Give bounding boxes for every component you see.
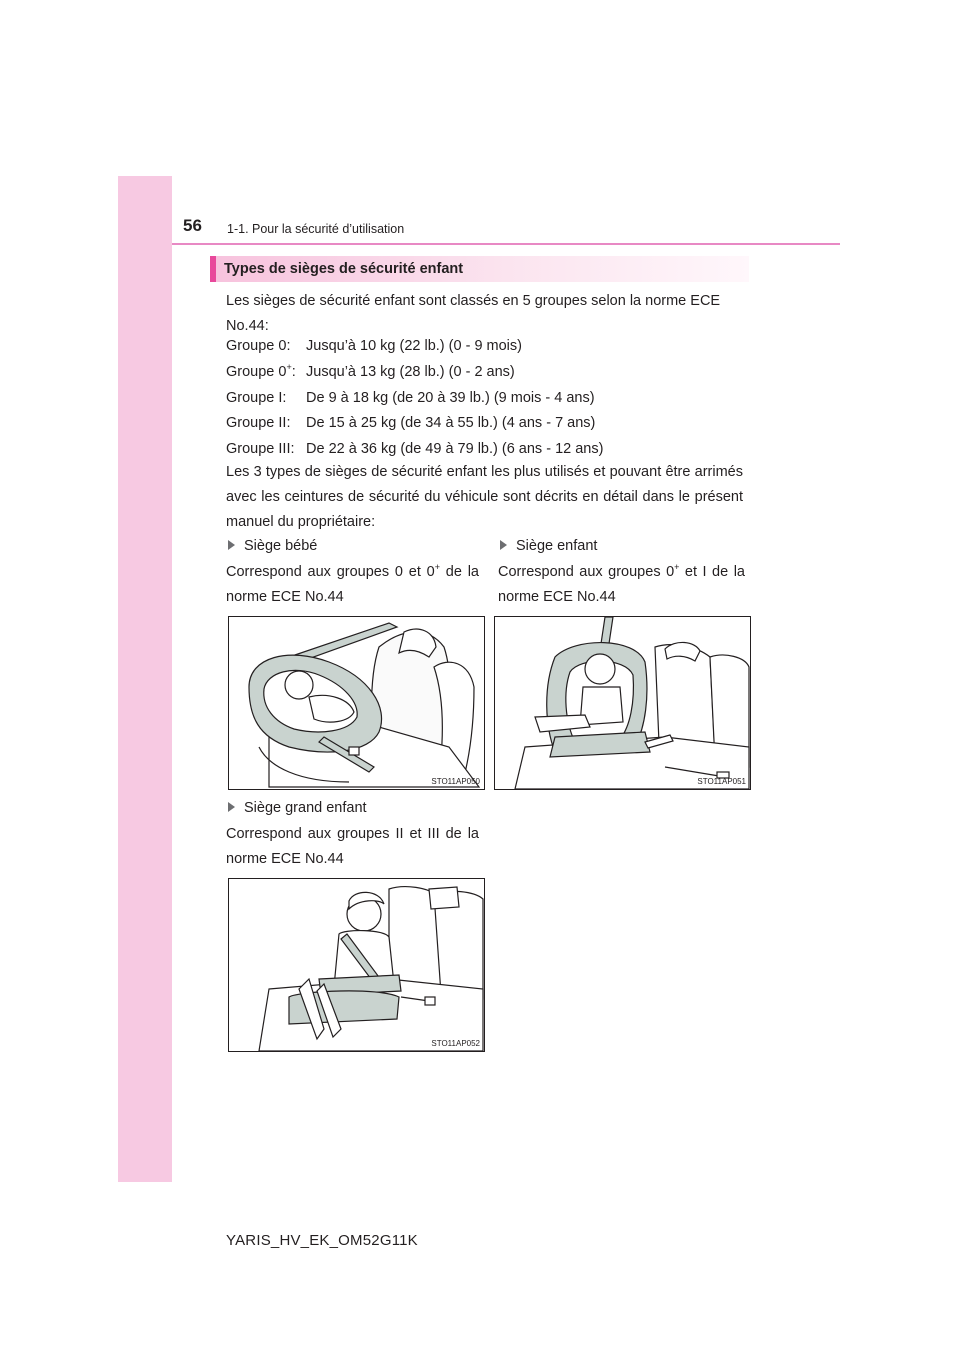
group-line-I [226, 390, 595, 406]
figure-code: STO11AP051 [697, 777, 746, 786]
baby-seat-illustration [229, 617, 484, 789]
seat-desc-child: Correspond aux groupes 0+ et I de la norme ECE No.44 [498, 562, 745, 605]
section-heading-marker [210, 256, 216, 282]
page-number: 56 [183, 216, 202, 235]
seat-desc-baby: Correspond aux groupes 0 et 0+ de la norme ECE No.44 [226, 562, 479, 605]
figure-code: STO11AP052 [431, 1039, 480, 1048]
intro-line-1: Les sièges de sécurité enfant sont classés en 5 groupes selon la norme ECE [226, 293, 721, 309]
figure-booster-seat [228, 878, 485, 1052]
summary-paragraph: Les 3 types de sièges de sécurité enfant les plus utilisés et pouvant être arrimés avec les ceintures de sécurité du véhicule sont décrits en détail dans le présent manuel du propriétaire: [226, 464, 743, 530]
child-seat-illustration [495, 617, 750, 789]
group-label: Groupe II: [226, 415, 291, 431]
group-label: Groupe III: [226, 441, 295, 457]
intro-line-2: No.44: [226, 318, 269, 334]
group-label: Groupe 0: [226, 338, 291, 354]
group-desc: Jusqu’à 13 kg (28 lb.) (0 - 2 ans) [306, 364, 515, 380]
document-code: YARIS_HV_EK_OM52G11K [226, 1232, 418, 1249]
seat-heading-baby: Siège bébé [228, 538, 317, 554]
group-line-II [226, 415, 595, 431]
figure-baby-seat [228, 616, 485, 790]
seat-desc-booster: Correspond aux groupes II et III de la norme ECE No.44 [226, 826, 479, 867]
booster-seat-illustration [229, 879, 484, 1051]
section-heading-title: Types de sièges de sécurité enfant [224, 261, 464, 277]
seat-heading-child: Siège enfant [500, 538, 597, 554]
figure-code: STO11AP050 [431, 777, 480, 786]
triangle-bullet-icon [500, 540, 507, 550]
group-desc: De 9 à 18 kg (de 20 à 39 lb.) (9 mois - 4 ans) [306, 390, 595, 406]
group-label: Groupe I: [226, 390, 287, 406]
triangle-bullet-icon [228, 802, 235, 812]
chapter-sidebar-tab [118, 176, 172, 1182]
group-desc: Jusqu’à 10 kg (22 lb.) (0 - 9 mois) [306, 338, 522, 354]
figure-child-seat [494, 616, 751, 790]
group-line-0plus [226, 364, 515, 380]
group-label: Groupe 0+: [226, 362, 296, 380]
seat-heading-booster: Siège grand enfant [228, 800, 367, 816]
triangle-bullet-icon [228, 540, 235, 550]
group-desc: De 15 à 25 kg (de 34 à 55 lb.) (4 ans - 7 ans) [306, 415, 596, 431]
header-rule [172, 243, 840, 245]
group-desc: De 22 à 36 kg (de 49 à 79 lb.) (6 ans - 12 ans) [306, 441, 604, 457]
section-heading [210, 256, 749, 282]
chapter-title: 1-1. Pour la sécurité d’utilisation [227, 222, 405, 236]
group-line-0 [226, 338, 522, 354]
group-line-III [226, 441, 603, 457]
